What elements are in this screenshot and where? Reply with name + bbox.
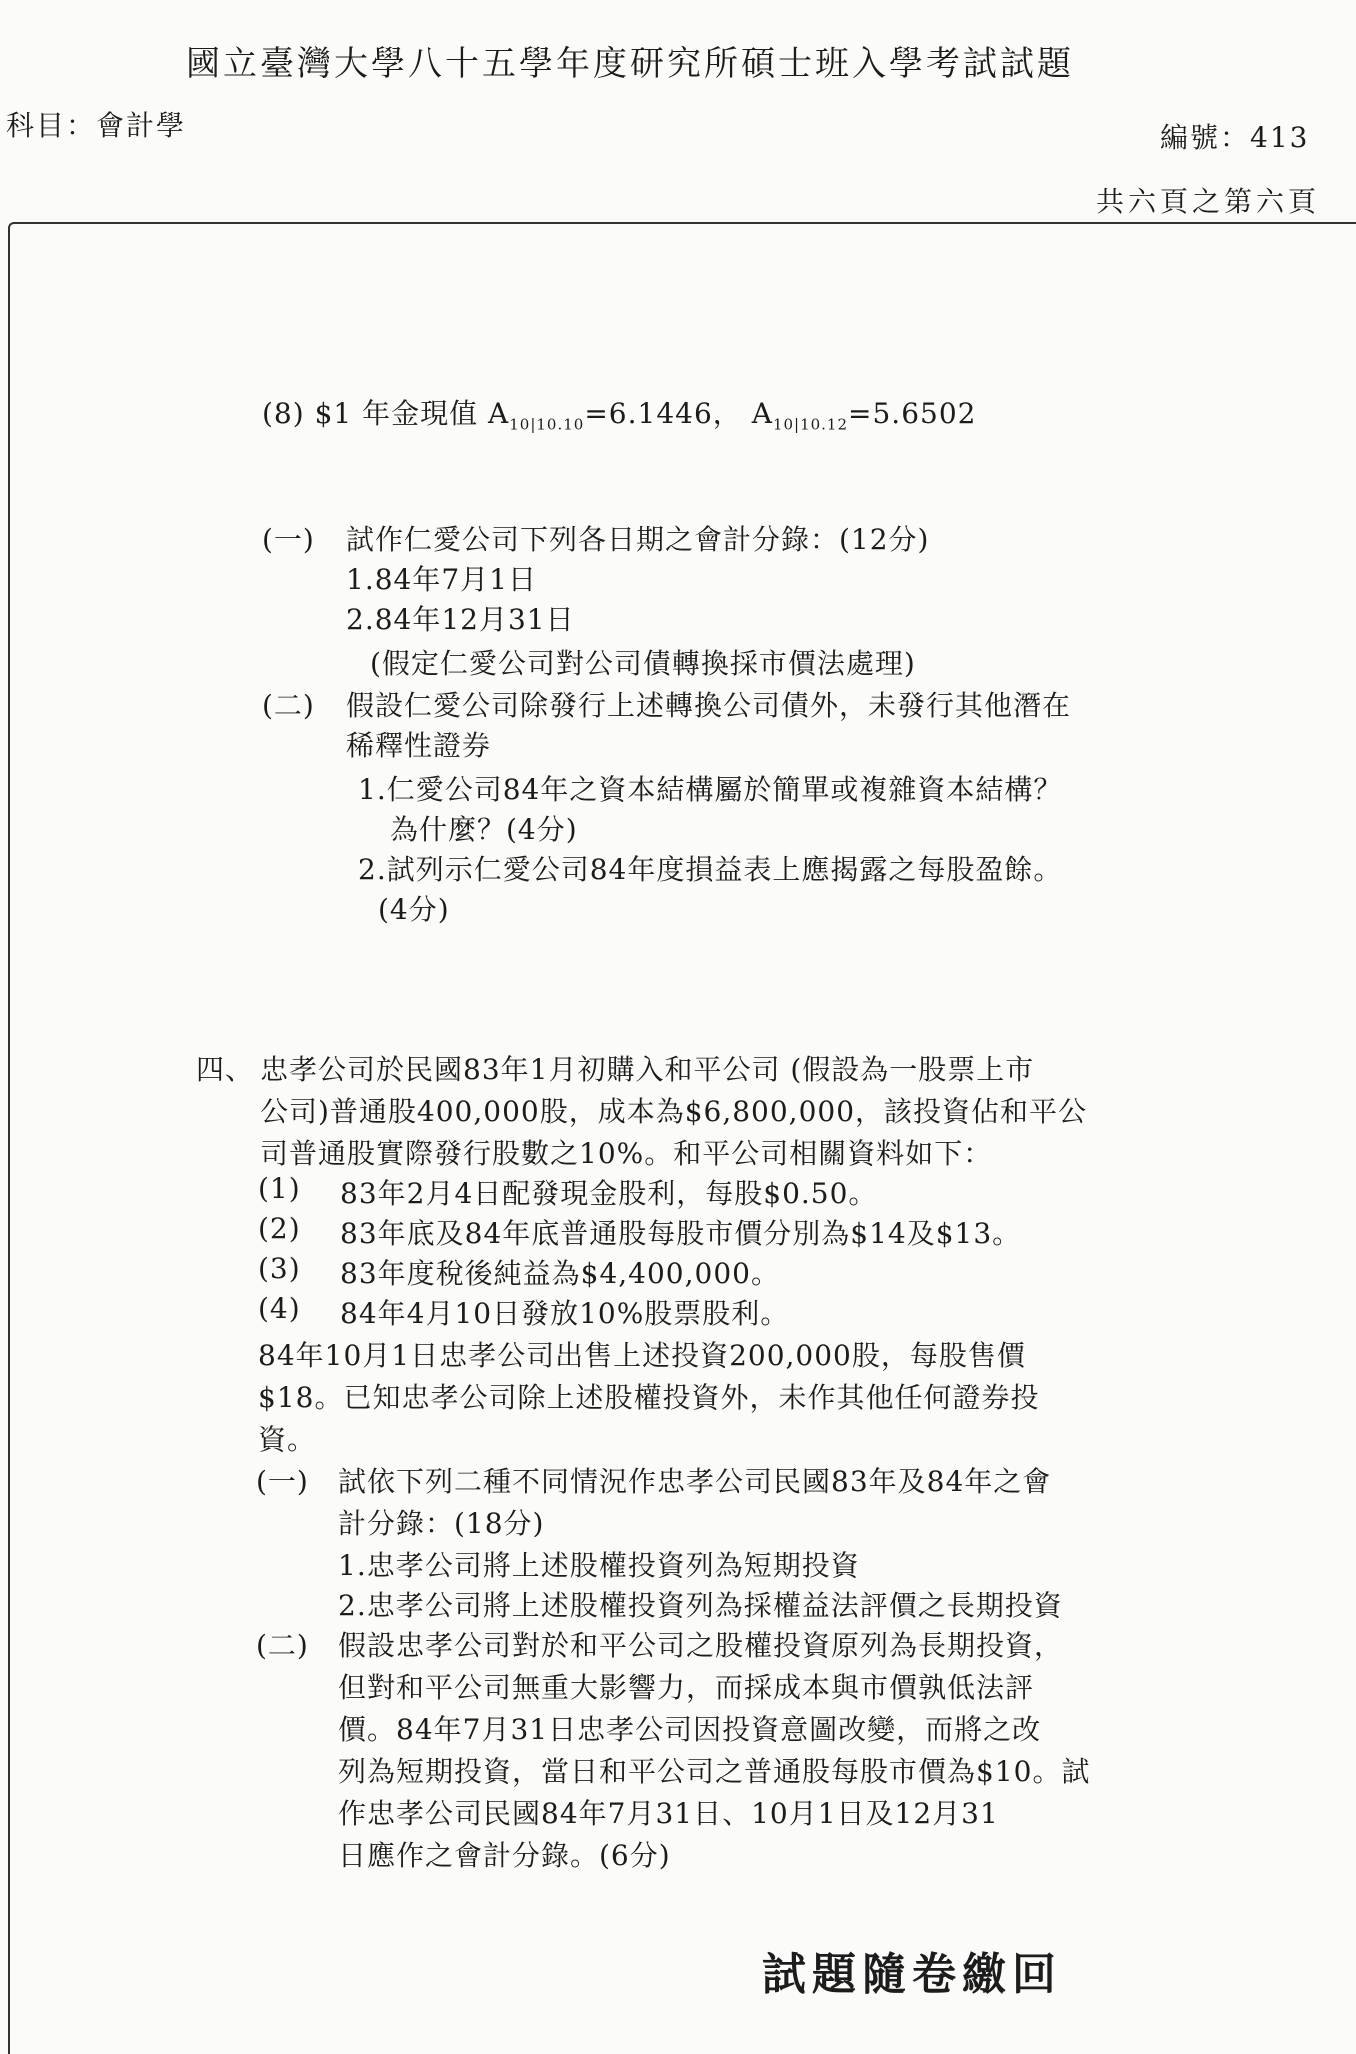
q4-item-2-text: 83年底及84年底普通股每股市價分別為$14及$13。 <box>340 1217 1022 1250</box>
q3-b-item-2b: (4分) <box>378 893 450 926</box>
q3-b-item-1a: 1.仁愛公司84年之資本結構屬於簡單或複雜資本結構？ <box>358 773 1063 806</box>
q3-b-text-1: 假設仁愛公司除發行上述轉換公司債外，未發行其他潛在 <box>346 689 1072 722</box>
q4-item-3-text: 83年度稅後純益為$4,400,000。 <box>340 1257 780 1290</box>
q3-a-item-1: 1.84年7月1日 <box>346 563 537 596</box>
q4-sale-3: 資。 <box>258 1423 317 1456</box>
q4-item-4-text: 84年4月10日發放10%股票股利。 <box>340 1297 790 1330</box>
q4-a-text-2: 計分錄：(18分) <box>338 1507 545 1540</box>
annuity-value-1: =6.1446 <box>584 397 713 430</box>
q4-intro-3: 司普通股實際發行股數之10%。和平公司相關資料如下： <box>260 1137 993 1170</box>
page-indicator: 共六頁之第六頁 <box>1096 185 1321 218</box>
q4-b-num: (二) <box>256 1629 309 1662</box>
q4-sale-1: 84年10月1日忠孝公司出售上述投資200,000股，每股售價 <box>258 1339 1026 1372</box>
subject-label: 科目：會計學 <box>6 109 187 142</box>
q4-intro-1: 忠孝公司於民國83年1月初購入和平公司 (假設為一股票上市 <box>260 1053 1035 1086</box>
q3-a-num: (一) <box>262 523 315 556</box>
q3-b-item-2a: 2.試列示仁愛公司84年度損益表上應揭露之每股盈餘。 <box>358 853 1063 886</box>
q3-a-item-2: 2.84年12月31日 <box>346 603 575 636</box>
q3-a-note: (假定仁愛公司對公司債轉換採市價法處理) <box>370 647 916 680</box>
q3-b-num: (二) <box>262 689 315 722</box>
q4-a-item-1: 1.忠孝公司將上述股權投資列為短期投資 <box>338 1549 860 1582</box>
q4-a-item-2: 2.忠孝公司將上述股權投資列為採權益法評價之長期投資 <box>338 1589 1063 1622</box>
annuity-sub-1: 10|10.10 <box>509 415 585 434</box>
q4-intro-2: 公司)普通股400,000股，成本為$6,800,000，該投資佔和平公 <box>260 1095 1088 1128</box>
q4-item-4-num: (4) <box>258 1292 301 1325</box>
q4-a-num: (一) <box>256 1465 309 1498</box>
q4-item-1-text: 83年2月4日配發現金股利，每股$0.50。 <box>340 1177 878 1210</box>
q4-b-text-2: 但對和平公司無重大影響力，而採成本與市價孰低法評 <box>338 1671 1035 1704</box>
exam-code: 編號：413 <box>1160 121 1310 154</box>
q4-number: 四、 <box>196 1053 255 1086</box>
annuity-num: (8) <box>262 397 305 430</box>
exam-title: 國立臺灣大學八十五學年度研究所碩士班入學考試試題 <box>186 44 1074 84</box>
q4-sale-2: $18。已知忠孝公司除上述股權投資外，未作其他任何證券投 <box>258 1381 1040 1414</box>
q3-b-item-1b: 為什麼？(4分) <box>390 813 578 846</box>
q4-b-text-6: 日應作之會計分錄。(6分) <box>338 1839 671 1872</box>
q4-item-1-num: (1) <box>258 1172 301 1205</box>
q4-b-text-3: 價。84年7月31日忠孝公司因投資意圖改變，而將之改 <box>338 1713 1042 1746</box>
q4-item-3-num: (3) <box>258 1252 301 1285</box>
annuity-sub-2: 10|10.12 <box>772 415 849 434</box>
q4-b-text-4: 列為短期投資，當日和平公司之普通股每股市價為$10。試 <box>338 1755 1091 1788</box>
q3-a-text: 試作仁愛公司下列各日期之會計分錄：(12分) <box>346 523 930 556</box>
q4-item-2-num: (2) <box>258 1212 301 1245</box>
annuity-separator: ， <box>712 397 742 430</box>
annuity-label: $1 年金現值 <box>314 397 479 430</box>
annuity-line <box>262 392 976 434</box>
annuity-symbol-1: A <box>488 397 510 430</box>
annuity-value-2: =5.6502 <box>848 397 977 430</box>
annuity-symbol-2: A <box>751 397 773 430</box>
q4-b-text-1: 假設忠孝公司對於和平公司之股權投資原列為長期投資， <box>338 1629 1064 1662</box>
return-stamp: 試題隨卷繳回 <box>762 1949 1062 2000</box>
q4-a-text-1: 試依下列二種不同情況作忠孝公司民國83年及84年之會 <box>338 1465 1052 1498</box>
q3-b-text-2: 稀釋性證券 <box>346 729 492 762</box>
q4-b-text-5: 作忠孝公司民國84年7月31日、10月1日及12月31 <box>338 1797 999 1830</box>
